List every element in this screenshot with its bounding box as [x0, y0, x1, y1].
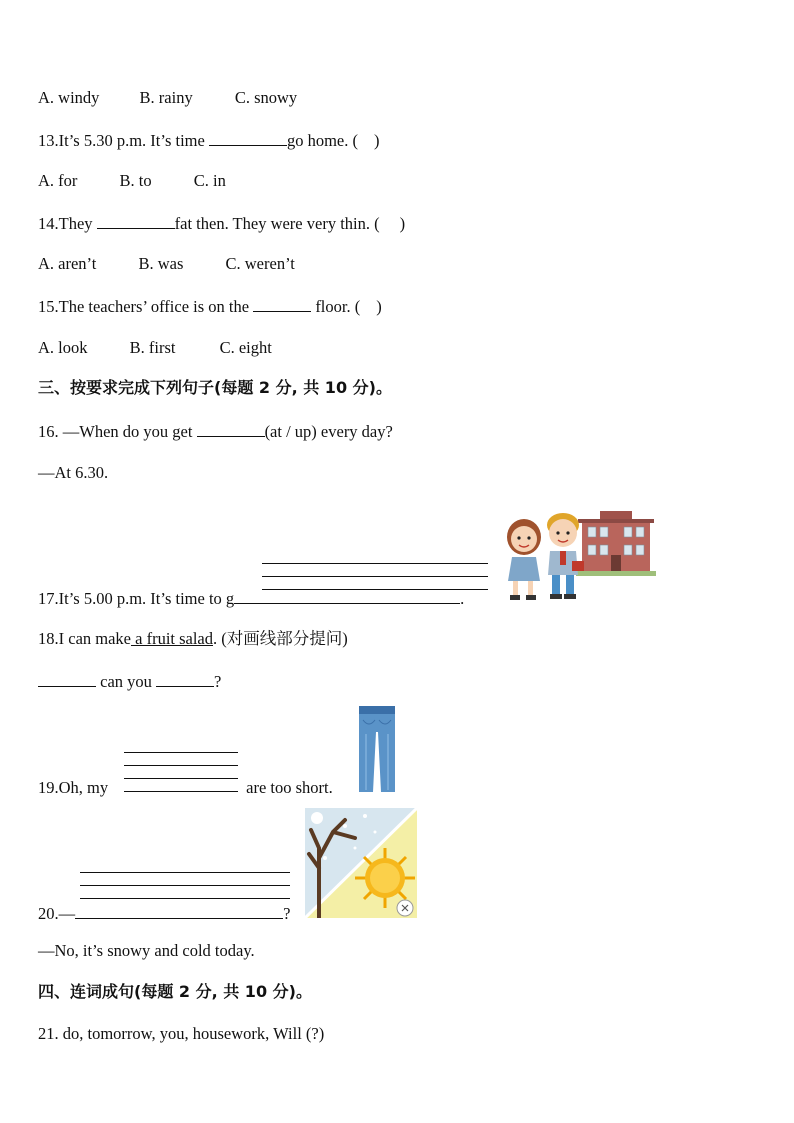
- q13-blank[interactable]: [209, 130, 287, 146]
- q19-text-after: are too short.: [246, 778, 333, 797]
- q14-text-after: fat then. They were very thin. (: [174, 214, 380, 233]
- q13-option-a: A. for: [38, 171, 78, 190]
- q18-text-after: . (对画线部分提问): [213, 629, 348, 648]
- q18-answer-line: [38, 671, 221, 692]
- q18-underlined-phrase: a fruit salad: [131, 629, 214, 648]
- winter-summer-weather-illustration: [305, 808, 417, 918]
- q20-text-before: 20.—: [38, 904, 76, 923]
- q18-text-before: 18.I can make: [38, 629, 131, 648]
- q18-blank-2[interactable]: [156, 671, 214, 687]
- jeans-illustration: [357, 704, 397, 794]
- question-20: [38, 903, 290, 924]
- q14-text-before: 14.They: [38, 214, 97, 233]
- q16-text-after: (at / up) every day?: [264, 422, 393, 441]
- q16-blank[interactable]: [197, 421, 265, 437]
- q17-text: 17.It’s 5.00 p.m. It’s time to g: [38, 589, 235, 608]
- section-4-title: 四、连词成句(每题 2 分, 共 10 分)。: [38, 982, 312, 1001]
- q15-option-b: B. first: [129, 338, 176, 357]
- question-16: [38, 421, 393, 442]
- q20-blank[interactable]: [75, 903, 283, 919]
- q12-option-a: A. windy: [38, 88, 100, 107]
- q14-options: [38, 254, 295, 274]
- question-19: [38, 778, 333, 798]
- q13-option-b: B. to: [119, 171, 152, 190]
- question-17: [38, 588, 464, 609]
- q12-option-c: C. snowy: [234, 88, 298, 107]
- q15-option-c: C. eight: [219, 338, 272, 357]
- q15-option-a: A. look: [38, 338, 88, 357]
- q14-paren-close: ): [399, 214, 406, 233]
- q12-option-b: B. rainy: [139, 88, 193, 107]
- children-school-illustration: [500, 505, 656, 603]
- q14-option-b: B. was: [138, 254, 184, 273]
- q13-text-before: 13.It’s 5.30 p.m. It’s time: [38, 131, 209, 150]
- section-3-title: 三、按要求完成下列句子(每题 2 分, 共 10 分)。: [38, 378, 392, 397]
- q18-blank-1[interactable]: [38, 671, 96, 687]
- q17-blank[interactable]: [234, 588, 460, 604]
- q15-text-after: floor. (: [311, 297, 361, 316]
- q15-options: [38, 338, 272, 358]
- q13-options: [38, 171, 226, 191]
- q14-option-a: A. aren’t: [38, 254, 97, 273]
- q16-answer: —At 6.30.: [38, 463, 109, 482]
- q16-text-before: 16. —When do you get: [38, 422, 197, 441]
- question-21: 21. do, tomorrow, you, housework, Will (?): [38, 1024, 325, 1043]
- question-18: [38, 629, 348, 649]
- question-13: [38, 130, 380, 151]
- q20-answer: —No, it’s snowy and cold today.: [38, 941, 255, 960]
- question-14: [38, 213, 405, 234]
- q15-blank[interactable]: [253, 296, 311, 312]
- q13-paren-close: ): [374, 131, 380, 150]
- q18-answer-middle: can you: [96, 672, 157, 691]
- q18-answer-end: ?: [214, 672, 222, 691]
- q19-text-before: 19.Oh, my: [38, 778, 109, 797]
- q14-option-c: C. weren’t: [225, 254, 295, 273]
- q15-paren-close: ): [376, 297, 382, 316]
- q13-text-after: go home. (: [286, 131, 358, 150]
- question-15: [38, 296, 382, 317]
- q13-option-c: C. in: [193, 171, 226, 190]
- q12-options: [38, 88, 297, 108]
- q17-period: .: [460, 589, 465, 608]
- q20-question-mark: ?: [283, 904, 291, 923]
- q15-text-before: 15.The teachers’ office is on the: [38, 297, 254, 316]
- q14-blank[interactable]: [97, 213, 175, 229]
